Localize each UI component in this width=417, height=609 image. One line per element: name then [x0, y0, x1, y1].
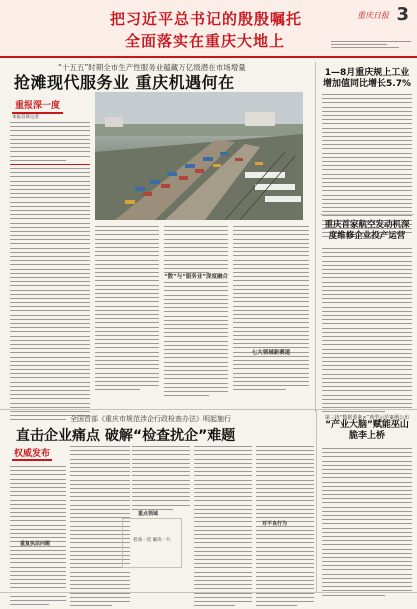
second-body-col2	[70, 446, 130, 609]
slogan-line-2: 全面落实在重庆大地上	[125, 32, 286, 50]
main-body-col2	[164, 226, 228, 276]
second-subhead-1: 重复执法问题	[20, 541, 51, 547]
second-subhead-2: 重点领域	[138, 511, 159, 517]
banner-rule	[0, 56, 417, 58]
main-subhead-1: “数”与“服务业”深度融合	[164, 274, 228, 280]
main-headline: 抢滩现代服务业 重庆机遇何在	[14, 73, 235, 92]
second-body-col5	[256, 446, 314, 609]
right-headline-2: 重庆首家航空发动机深度维修企业投产运营	[324, 220, 410, 241]
right-headline-3: “产业大脑”赋能巫山脆李上桥	[325, 420, 409, 441]
main-body-col2b	[164, 282, 228, 399]
slogan-line-1: 把习近平总书记的殷殷嘱托	[110, 10, 303, 28]
page-meta	[331, 40, 411, 50]
second-body-col3	[132, 446, 190, 513]
section-tag-deep: 重报深一度	[12, 97, 63, 114]
page-divider	[0, 409, 417, 410]
main-subhead-2: 七大领域新赛道	[251, 350, 291, 356]
quote-box	[122, 518, 182, 568]
second-kicker: 全国首部《重庆市规范涉企行政检查办法》明起施行	[70, 415, 231, 423]
second-body-col1	[10, 466, 66, 608]
right-divider-1	[320, 214, 414, 215]
second-headline: 直击企业痛点 破解“检查扰企”难题	[16, 428, 236, 444]
column-divider	[315, 62, 316, 412]
right-story2-text	[322, 248, 412, 416]
second-body-col4	[194, 446, 252, 609]
section-tag-release: 权威发布	[12, 446, 52, 461]
main-intro-text	[10, 122, 90, 424]
right-story1-text	[322, 94, 412, 241]
right-story3-text	[322, 448, 412, 599]
right-headline-1: 1—8月重庆规上工业增加值同比增长5.7%	[323, 68, 411, 89]
quote-text: 检查一次 解决一片	[133, 538, 171, 543]
logistics-hub-photo	[95, 92, 303, 220]
column-divider-lower	[316, 410, 317, 592]
main-byline: 本报首席记者	[12, 115, 39, 120]
paper-name: 重庆日报	[357, 11, 389, 20]
page-number: 3	[396, 4, 409, 25]
second-subhead-3: 对不良行为	[262, 521, 288, 527]
main-kicker: “十五五”时期全市生产性服务业蕴藏万亿级潜在市场增量	[58, 63, 246, 72]
main-body-col3	[233, 226, 309, 394]
news-photo	[95, 92, 303, 220]
masthead-banner	[0, 0, 417, 56]
right-kicker-3: 第三批“数据要素×”典型示范案例公布	[324, 415, 410, 421]
main-body-col1	[95, 226, 159, 394]
